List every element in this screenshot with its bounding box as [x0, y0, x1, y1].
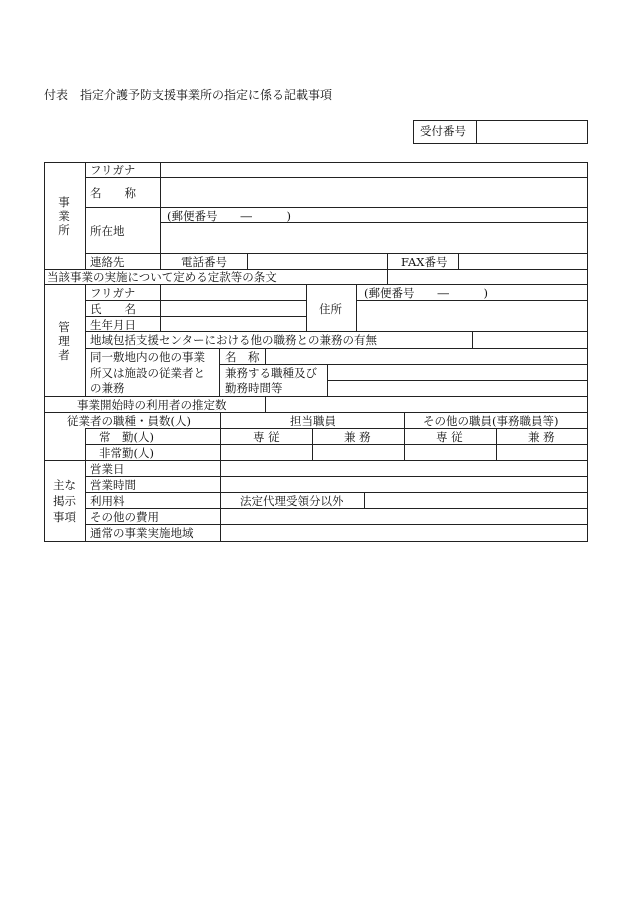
- other-costs-label: その他の費用: [90, 510, 159, 524]
- other-duty-label-line2: 所又は施設の従業者と: [90, 366, 205, 380]
- office-postal-label: (郵便番号 ― ): [167, 209, 291, 223]
- office-contact-label: 連絡先: [90, 255, 125, 269]
- business-hours-label: 営業時間: [90, 478, 136, 492]
- manager-postal-label: (郵便番号 ― ): [364, 286, 488, 300]
- receipt-label: 受付番号: [420, 124, 466, 138]
- office-furigana-label: フリガナ: [90, 163, 136, 177]
- staff-other-full: 専 従: [436, 430, 463, 444]
- users-estimate-label: 事業開始時の利用者の推定数: [77, 398, 227, 412]
- manager-name-label: 氏 名: [90, 302, 136, 316]
- fee-note-label: 法定代理受領分以外: [240, 494, 344, 508]
- other-duty-label-line3: の兼務: [90, 381, 125, 395]
- items-section-line2: 掲示: [53, 494, 76, 508]
- items-section-line1: 主な: [53, 478, 76, 492]
- concurrent-center-label: 地域包括支援センターにおける他の職務との兼務の有無: [90, 333, 378, 347]
- manager-birthdate-label: 生年月日: [90, 318, 136, 332]
- service-area-label: 通常の事業実施地域: [90, 526, 194, 540]
- staff-col-charge: 担当職員: [290, 414, 336, 428]
- receipt-number-field[interactable]: [482, 124, 582, 138]
- fee-label: 利用料: [90, 494, 125, 508]
- staff-other-concurrent: 兼 務: [528, 430, 555, 444]
- office-location-label: 所在地: [90, 224, 125, 238]
- office-phone-label: 電話番号: [181, 255, 227, 269]
- staff-row-parttime: 非常勤(人): [99, 446, 154, 460]
- office-section-label: 事業所: [58, 195, 70, 237]
- items-section-line3: 事項: [53, 510, 76, 524]
- form-title: 付表 指定介護予防支援事業所の指定に係る記載事項: [44, 88, 333, 102]
- duty-type-label-line1: 兼務する職種及び: [225, 366, 317, 380]
- duty-type-label-line2: 勤務時間等: [225, 381, 283, 395]
- staff-header: 従業者の職種・員数(人): [67, 414, 191, 428]
- manager-address-label: 住所: [319, 302, 342, 316]
- office-name-label: 名 称: [90, 186, 136, 200]
- manager-furigana-label: フリガナ: [90, 286, 136, 300]
- staff-col-other: その他の職員(事務職員等): [423, 414, 559, 428]
- manager-section-label: 管理者: [58, 320, 70, 362]
- staff-row-fulltime: 常 勤(人): [99, 430, 154, 444]
- staff-charge-concurrent: 兼 務: [344, 430, 371, 444]
- other-duty-label-line1: 同一敷地内の他の事業: [90, 350, 205, 364]
- business-days-label: 営業日: [90, 462, 125, 476]
- bylaws-label: 当該事業の実施について定める定款等の条文: [47, 270, 277, 284]
- duty-name-label: 名 称: [225, 350, 260, 364]
- staff-charge-full: 専 従: [253, 430, 280, 444]
- office-fax-label: FAX番号: [401, 255, 448, 269]
